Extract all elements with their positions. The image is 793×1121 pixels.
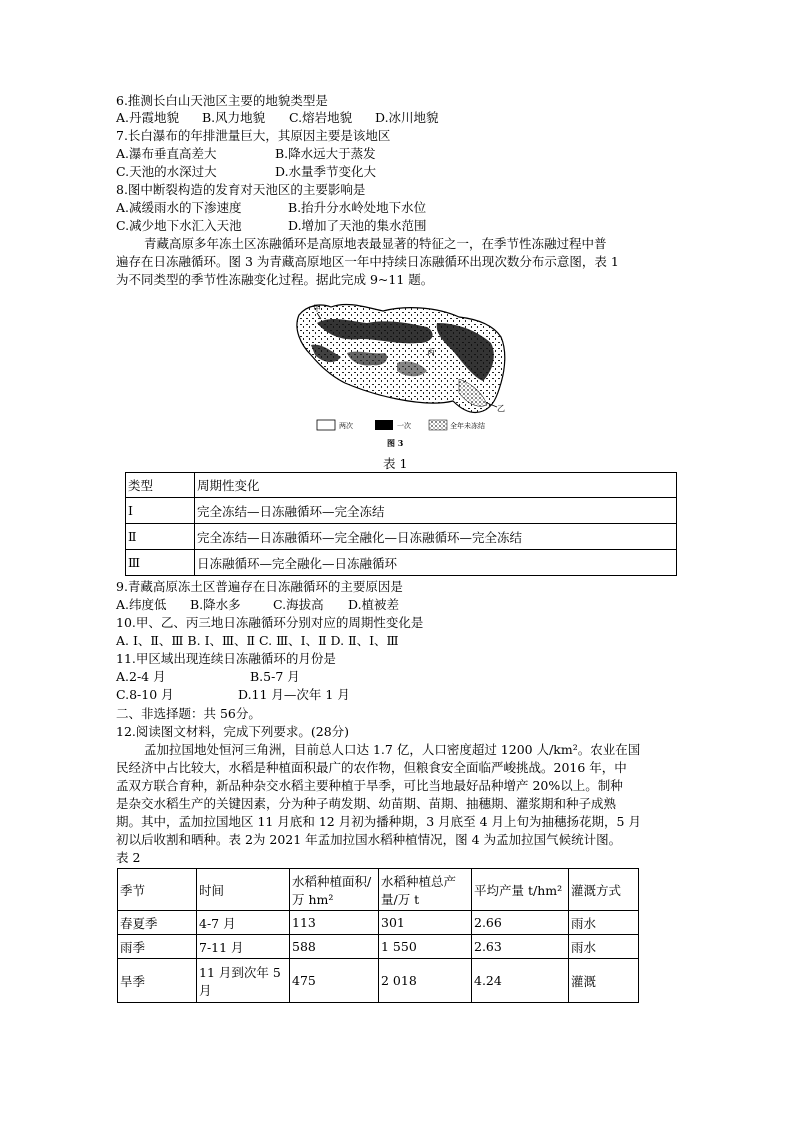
table2-title: 表 2 (116, 850, 141, 865)
figure-caption: 图 3 (387, 438, 404, 448)
legend-once: 一次 (397, 422, 411, 430)
map-label-jia: 甲 (313, 304, 321, 313)
q12-para-line-6: 初以后收割和晒种。表 2为 2021 年孟加拉国水稻种植情况，图 4 为孟加拉国气候统计图。 (116, 832, 622, 847)
table2-header: 水稻种植总产量/万 t (379, 869, 472, 911)
q6-option-a: A.丹霞地貌 (116, 110, 180, 125)
q11-option-b: B.5-7 月 (250, 669, 300, 684)
map-label-bing: 丙 (427, 348, 435, 357)
table2-header: 时间 (197, 869, 290, 911)
q12-para-line-2: 民经济中占比较大，水稻是种植面积最广的农作物，但粮食安全面临严峻挑战。2016 年，中 (116, 760, 627, 775)
q12-para-line-3: 孟双方联合育种，新品种杂交水稻主要种植于旱季，可比当地最好品种增产 20%以上。制种 (116, 778, 623, 793)
q10-stem: 10.甲、乙、丙三地日冻融循环分别对应的周期性变化是 (116, 615, 424, 630)
q11-option-c: C.8-10 月 (116, 687, 174, 702)
table1 (125, 472, 677, 576)
map-label-yi: 乙 (497, 404, 505, 413)
q6-option-b: B.风力地貌 (202, 110, 266, 125)
q12-para-line-1: 孟加拉国地处恒河三角洲，目前总人口达 1.7 亿，人口密度超过 1200 人/km²。农业在国 (144, 742, 641, 757)
table-row: 雨季 7-11 月 588 1 550 2.63 雨水 (118, 935, 639, 959)
legend-unfrozen: 全年未冻结 (450, 422, 485, 430)
table1-header-change: 周期性变化 (195, 473, 677, 498)
table-row: 旱季 11 月到次年 5 月 475 2 018 4.24 灌溉 (118, 959, 639, 1003)
table2-header: 水稻种植面积/万 hm² (290, 869, 379, 911)
q7-option-d: D.水量季节变化大 (275, 164, 377, 179)
table1-header-type: 类型 (126, 473, 195, 498)
q7-option-c: C.天池的水深过大 (116, 164, 217, 179)
q11-stem: 11.甲区域出现连续日冻融循环的月份是 (116, 651, 336, 666)
table-row: Ⅱ 完全冻结—日冻融循环—完全融化—日冻融循环—完全冻结 (126, 524, 677, 550)
q10-options: A. Ⅰ、Ⅱ、Ⅲ B. Ⅰ、Ⅲ、Ⅱ C. Ⅲ、Ⅰ、Ⅱ D. Ⅱ、Ⅰ、Ⅲ (116, 633, 399, 648)
table-row: 春夏季 4-7 月 113 301 2.66 雨水 (118, 911, 639, 935)
table2-header: 季节 (118, 869, 197, 911)
q9-option-d: D.植被差 (348, 597, 400, 612)
q6-option-c: C.熔岩地貌 (289, 110, 353, 125)
legend-swatch-twice (317, 420, 335, 430)
q9-option-c: C.海拔高 (273, 597, 324, 612)
q12-stem: 12.阅读图文材料，完成下列要求。(28分) (116, 724, 350, 739)
q11-option-a: A.2-4 月 (116, 669, 166, 684)
table-row: Ⅲ 日冻融循环—完全融化—日冻融循环 (126, 550, 677, 576)
table2 (117, 868, 639, 1003)
q7-option-a: A.瀑布垂直高差大 (116, 146, 217, 161)
intro-line-3: 为不同类型的季节性冻融变化过程。据此完成 9~11 题。 (116, 272, 434, 287)
table2-header: 灌溉方式 (569, 869, 639, 911)
q11-option-d: D.11 月—次年 1 月 (238, 687, 350, 702)
tibetan-plateau-freeze-thaw-map (287, 293, 515, 453)
table1-title: 表 1 (383, 456, 408, 471)
table2-header: 平均产量 t/hm² (472, 869, 569, 911)
q12-para-line-5: 期。其中，孟加拉国地区 11 月底和 12 月初为播种期，3 月底至 4 月上旬为抽穗扬花期，5 月 (116, 814, 641, 829)
intro-line-2: 遍存在日冻融循环。图 3 为青藏高原地区一年中持续日冻融循环出现次数分布示意图，表 1 (116, 254, 619, 269)
intro-line-1: 青藏高原多年冻土区冻融循环是高原地表最显著的特征之一，在季节性冻融过程中普 (144, 236, 607, 251)
section2-heading: 二、非选择题：共 56分。 (116, 706, 261, 721)
q6-option-d: D.冰川地貌 (375, 110, 439, 125)
q9-stem: 9.青藏高原冻土区普遍存在日冻融循环的主要原因是 (116, 579, 403, 594)
legend-swatch-once (375, 420, 393, 430)
q7-option-b: B.降水远大于蒸发 (275, 146, 376, 161)
q12-para-line-4: 是杂交水稻生产的关键因素，分为种子萌发期、幼苗期、苗期、抽穗期、灌浆期和种子成熟 (116, 796, 617, 811)
q8-option-c: C.减少地下水汇入天池 (116, 218, 242, 233)
q8-stem: 8.图中断裂构造的发育对天池区的主要影响是 (116, 182, 366, 197)
table-row: Ⅰ 完全冻结—日冻融循环—完全冻结 (126, 498, 677, 524)
q6-stem: 6.推测长白山天池区主要的地貌类型是 (116, 93, 328, 108)
q9-option-b: B.降水多 (190, 597, 241, 612)
q9-option-a: A.纬度低 (116, 597, 167, 612)
legend-twice: 两次 (339, 422, 353, 430)
q8-option-b: B.抬升分水岭处地下水位 (288, 200, 427, 215)
q8-option-a: A.减缓雨水的下渗速度 (116, 200, 242, 215)
legend-swatch-unfrozen (429, 420, 447, 430)
q8-option-d: D.增加了天池的集水范围 (288, 218, 427, 233)
q7-stem: 7.长白瀑布的年排泄量巨大，其原因主要是该地区 (116, 128, 391, 143)
